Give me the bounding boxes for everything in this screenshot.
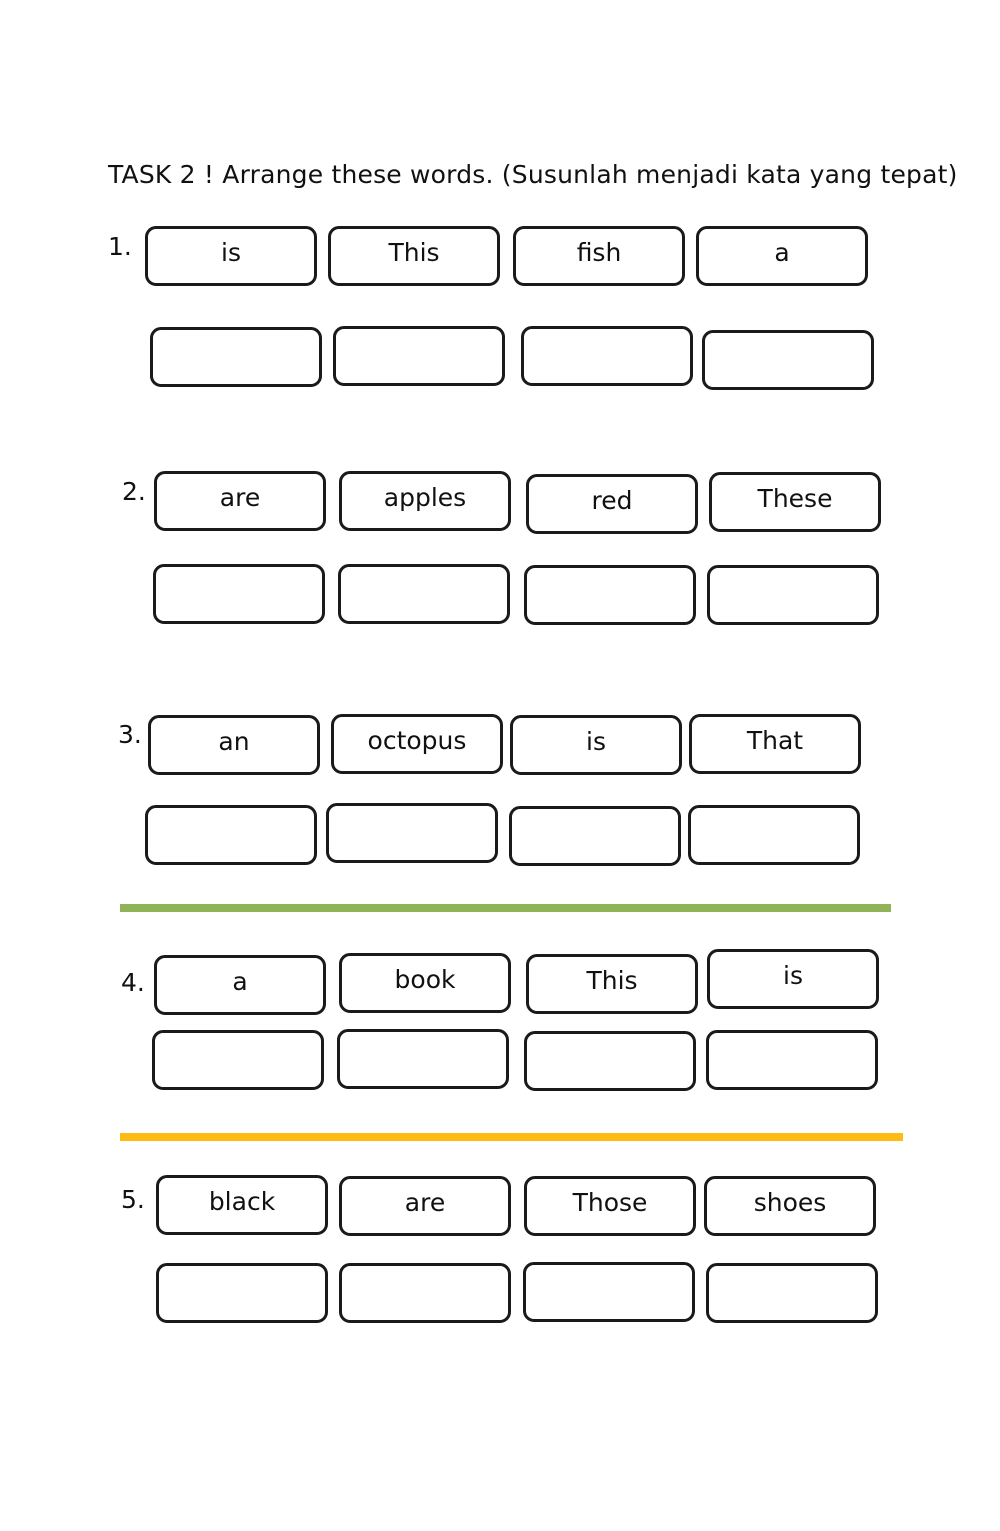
answer-slot[interactable] (706, 1263, 878, 1323)
question-number: 5. (121, 1185, 145, 1214)
answer-slot[interactable] (337, 1029, 509, 1089)
answer-slot[interactable] (153, 564, 325, 624)
answer-slot[interactable] (145, 805, 317, 865)
task-title: TASK 2 ! Arrange these words. (Susunlah menjadi kata yang tepat) (108, 160, 958, 189)
answer-slot[interactable] (152, 1030, 324, 1090)
answer-slot[interactable] (707, 565, 879, 625)
word-tile[interactable]: is (707, 949, 879, 1009)
word-tile[interactable]: book (339, 953, 511, 1013)
word-tile[interactable]: an (148, 715, 320, 775)
word-tile[interactable]: fish (513, 226, 685, 286)
word-tile[interactable]: red (526, 474, 698, 534)
answer-slot[interactable] (688, 805, 860, 865)
answer-slot[interactable] (509, 806, 681, 866)
word-tile[interactable]: This (526, 954, 698, 1014)
word-tile[interactable]: Those (524, 1176, 696, 1236)
answer-slot[interactable] (339, 1263, 511, 1323)
word-tile[interactable]: is (510, 715, 682, 775)
answer-slot[interactable] (326, 803, 498, 863)
answer-slot[interactable] (156, 1263, 328, 1323)
green-divider (120, 904, 891, 912)
question-number: 4. (121, 968, 145, 997)
word-tile[interactable]: That (689, 714, 861, 774)
answer-slot[interactable] (706, 1030, 878, 1090)
word-tile[interactable]: shoes (704, 1176, 876, 1236)
answer-slot[interactable] (338, 564, 510, 624)
question-number: 3. (118, 720, 142, 749)
answer-slot[interactable] (523, 1262, 695, 1322)
word-tile[interactable]: a (154, 955, 326, 1015)
answer-slot[interactable] (150, 327, 322, 387)
question-number: 1. (108, 232, 132, 261)
answer-slot[interactable] (702, 330, 874, 390)
word-tile[interactable]: are (339, 1176, 511, 1236)
word-tile[interactable]: black (156, 1175, 328, 1235)
word-tile[interactable]: is (145, 226, 317, 286)
question-number: 2. (122, 477, 146, 506)
answer-slot[interactable] (333, 326, 505, 386)
answer-slot[interactable] (524, 565, 696, 625)
word-tile[interactable]: are (154, 471, 326, 531)
word-tile[interactable]: apples (339, 471, 511, 531)
word-tile[interactable]: These (709, 472, 881, 532)
word-tile[interactable]: This (328, 226, 500, 286)
answer-slot[interactable] (521, 326, 693, 386)
answer-slot[interactable] (524, 1031, 696, 1091)
word-tile[interactable]: a (696, 226, 868, 286)
word-tile[interactable]: octopus (331, 714, 503, 774)
yellow-divider (120, 1133, 903, 1141)
